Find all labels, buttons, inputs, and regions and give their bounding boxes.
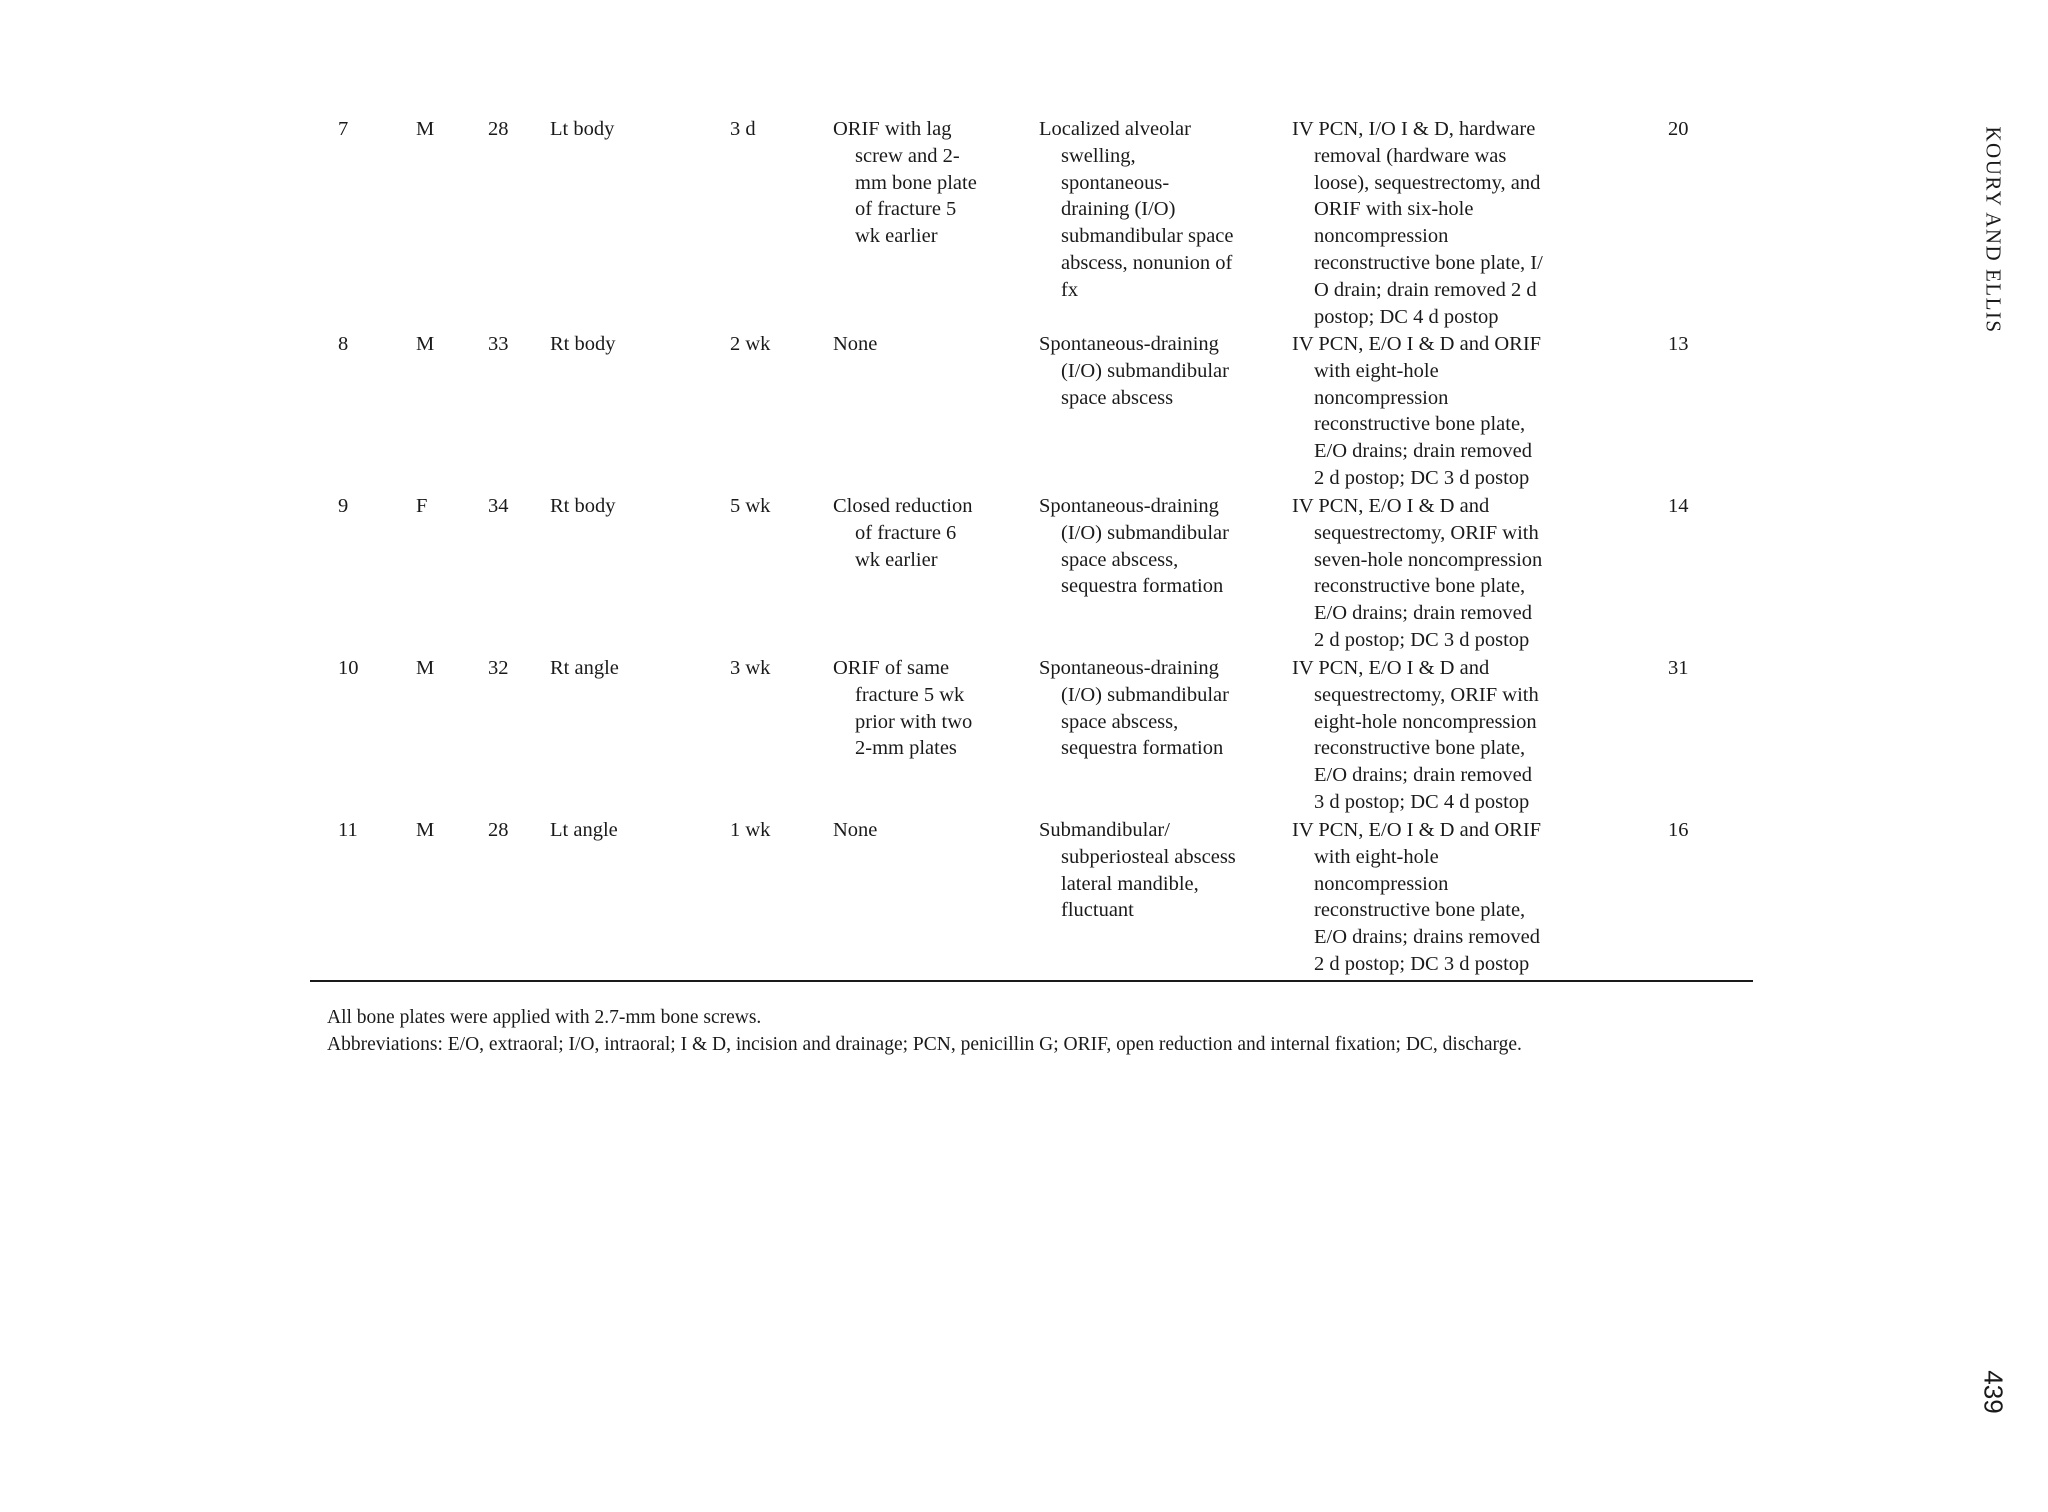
treatment-line: IV PCN, I/O I & D, hardware bbox=[1292, 118, 1536, 140]
case-number-cell: 10 bbox=[338, 657, 359, 679]
treatment-line: reconstructive bone plate, bbox=[1314, 737, 1526, 760]
treatment-cell bbox=[1292, 331, 1541, 492]
treatment-line: O drain; drain removed 2 d bbox=[1314, 278, 1537, 301]
treatment-line: postop; DC 4 d postop bbox=[1314, 305, 1499, 328]
age-cell: 32 bbox=[488, 657, 509, 679]
prior-treatment-cell bbox=[833, 331, 877, 358]
fracture-site-cell: Rt body bbox=[550, 495, 616, 517]
sex-cell: F bbox=[416, 495, 428, 517]
treatment-line: E/O drains; drains removed bbox=[1314, 926, 1541, 949]
treatment-line: sequestrectomy, ORIF with bbox=[1314, 683, 1539, 706]
treatment-cell bbox=[1292, 817, 1541, 978]
presentation-cell bbox=[1039, 116, 1234, 304]
footnote-abbreviations: Abbreviations: E/O, extraoral; I/O, intraoral; I & D, incision and drainage; PCN, penicillin G; ORIF, open reduction and internal fixation; DC, discharge. bbox=[327, 1034, 1522, 1055]
treatment-line: seven-hole noncompression bbox=[1314, 548, 1543, 571]
presentation-line: Spontaneous-draining bbox=[1039, 495, 1219, 517]
treatment-line: 2 d postop; DC 3 d postop bbox=[1314, 628, 1530, 651]
presentation-line: Spontaneous-draining bbox=[1039, 657, 1219, 679]
sex-cell: M bbox=[416, 819, 435, 841]
prior-treatment-line: Closed reduction bbox=[833, 495, 973, 517]
time-to-presentation-cell: 3 wk bbox=[730, 657, 771, 679]
treatment-line: with eight-hole bbox=[1314, 359, 1439, 382]
presentation-line: swelling, bbox=[1061, 144, 1136, 167]
time-to-presentation-cell: 1 wk bbox=[730, 819, 771, 841]
treatment-line: 3 d postop; DC 4 d postop bbox=[1314, 790, 1530, 813]
presentation-line: sequestra formation bbox=[1061, 575, 1224, 598]
prior-treatment-line: prior with two bbox=[855, 710, 973, 733]
age-cell: 28 bbox=[488, 819, 509, 841]
presentation-line: space abscess, bbox=[1061, 548, 1179, 571]
age-cell: 34 bbox=[488, 495, 509, 517]
prior-treatment-line: None bbox=[833, 333, 878, 355]
presentation-line: (I/O) submandibular bbox=[1061, 683, 1229, 706]
prior-treatment-line: None bbox=[833, 819, 878, 841]
prior-treatment-cell bbox=[833, 493, 973, 573]
treatment-line: reconstructive bone plate, bbox=[1314, 575, 1526, 598]
case-number-cell: 11 bbox=[338, 819, 358, 841]
footnote-screws: All bone plates were applied with 2.7-mm bone screws. bbox=[327, 1007, 762, 1028]
prior-treatment-line: of fracture 5 bbox=[855, 198, 957, 221]
hospital-days-cell: 16 bbox=[1668, 819, 1689, 841]
sex-cell: M bbox=[416, 118, 435, 140]
fracture-site-cell: Lt angle bbox=[550, 819, 618, 841]
fracture-site-cell: Rt angle bbox=[550, 657, 619, 679]
treatment-line: removal (hardware was bbox=[1314, 144, 1507, 167]
hospital-days-cell: 20 bbox=[1668, 118, 1689, 140]
prior-treatment-line: 2-mm plates bbox=[855, 737, 957, 760]
treatment-cell bbox=[1292, 493, 1542, 654]
presentation-line: (I/O) submandibular bbox=[1061, 521, 1229, 544]
prior-treatment-cell bbox=[833, 655, 972, 762]
treatment-line: noncompression bbox=[1314, 872, 1449, 895]
time-to-presentation-cell: 5 wk bbox=[730, 495, 771, 517]
sex-cell: M bbox=[416, 657, 435, 679]
treatment-line: noncompression bbox=[1314, 225, 1449, 248]
age-cell: 33 bbox=[488, 333, 509, 355]
presentation-cell bbox=[1039, 331, 1229, 411]
treatment-line: IV PCN, E/O I & D and bbox=[1292, 495, 1490, 517]
prior-treatment-line: screw and 2- bbox=[855, 144, 960, 167]
prior-treatment-line: of fracture 6 bbox=[855, 521, 957, 544]
presentation-line: fx bbox=[1061, 278, 1079, 301]
page-number: 439 bbox=[1978, 1370, 2009, 1414]
treatment-line: E/O drains; drain removed bbox=[1314, 764, 1533, 787]
treatment-cell bbox=[1292, 116, 1543, 330]
prior-treatment-line: wk earlier bbox=[855, 548, 938, 571]
presentation-line: space abscess bbox=[1061, 386, 1174, 409]
presentation-line: lateral mandible, bbox=[1061, 872, 1199, 895]
age-cell: 28 bbox=[488, 118, 509, 140]
time-to-presentation-cell: 2 wk bbox=[730, 333, 771, 355]
presentation-line: space abscess, bbox=[1061, 710, 1179, 733]
presentation-line: Localized alveolar bbox=[1039, 118, 1191, 140]
presentation-line: Spontaneous-draining bbox=[1039, 333, 1219, 355]
treatment-line: IV PCN, E/O I & D and ORIF bbox=[1292, 819, 1542, 841]
presentation-cell bbox=[1039, 817, 1236, 924]
treatment-line: reconstructive bone plate, bbox=[1314, 413, 1526, 436]
treatment-line: ORIF with six-hole bbox=[1314, 198, 1474, 221]
prior-treatment-cell bbox=[833, 817, 877, 844]
time-to-presentation-cell: 3 d bbox=[730, 118, 756, 140]
case-number-cell: 7 bbox=[338, 118, 349, 140]
treatment-line: noncompression bbox=[1314, 386, 1449, 409]
prior-treatment-line: wk earlier bbox=[855, 225, 938, 248]
treatment-line: with eight-hole bbox=[1314, 845, 1439, 868]
presentation-line: (I/O) submandibular bbox=[1061, 359, 1229, 382]
presentation-line: subperiosteal abscess bbox=[1061, 845, 1236, 868]
sex-cell: M bbox=[416, 333, 435, 355]
treatment-line: reconstructive bone plate, bbox=[1314, 899, 1526, 922]
case-number-cell: 8 bbox=[338, 333, 349, 355]
hospital-days-cell: 31 bbox=[1668, 657, 1689, 679]
prior-treatment-line: ORIF with lag bbox=[833, 118, 952, 140]
treatment-line: reconstructive bone plate, I/ bbox=[1314, 251, 1543, 274]
hospital-days-cell: 14 bbox=[1668, 495, 1689, 517]
table-bottom-rule bbox=[310, 980, 1753, 982]
prior-treatment-cell bbox=[833, 116, 977, 250]
presentation-line: sequestra formation bbox=[1061, 737, 1224, 760]
prior-treatment-line: mm bone plate bbox=[855, 171, 977, 194]
hospital-days-cell: 13 bbox=[1668, 333, 1689, 355]
presentation-line: spontaneous- bbox=[1061, 171, 1170, 194]
treatment-line: 2 d postop; DC 3 d postop bbox=[1314, 466, 1530, 489]
treatment-line: sequestrectomy, ORIF with bbox=[1314, 521, 1539, 544]
treatment-line: loose), sequestrectomy, and bbox=[1314, 171, 1541, 194]
presentation-line: Submandibular/ bbox=[1039, 819, 1170, 841]
treatment-line: 2 d postop; DC 3 d postop bbox=[1314, 952, 1530, 975]
presentation-line: submandibular space bbox=[1061, 225, 1234, 248]
treatment-line: IV PCN, E/O I & D and ORIF bbox=[1292, 333, 1542, 355]
treatment-line: E/O drains; drain removed bbox=[1314, 602, 1533, 625]
presentation-cell bbox=[1039, 493, 1229, 600]
presentation-cell bbox=[1039, 655, 1229, 762]
table-footnotes bbox=[327, 1004, 1522, 1058]
treatment-cell bbox=[1292, 655, 1539, 816]
treatment-line: eight-hole noncompression bbox=[1314, 710, 1537, 733]
running-head: KOURY AND ELLIS bbox=[1981, 126, 2006, 334]
case-number-cell: 9 bbox=[338, 495, 349, 517]
presentation-line: draining (I/O) bbox=[1061, 198, 1176, 221]
treatment-line: E/O drains; drain removed bbox=[1314, 440, 1533, 463]
prior-treatment-line: fracture 5 wk bbox=[855, 683, 965, 706]
presentation-line: fluctuant bbox=[1061, 899, 1134, 922]
treatment-line: IV PCN, E/O I & D and bbox=[1292, 657, 1490, 679]
prior-treatment-line: ORIF of same bbox=[833, 657, 950, 679]
fracture-site-cell: Rt body bbox=[550, 333, 616, 355]
presentation-line: abscess, nonunion of bbox=[1061, 251, 1233, 274]
fracture-site-cell: Lt body bbox=[550, 118, 615, 140]
